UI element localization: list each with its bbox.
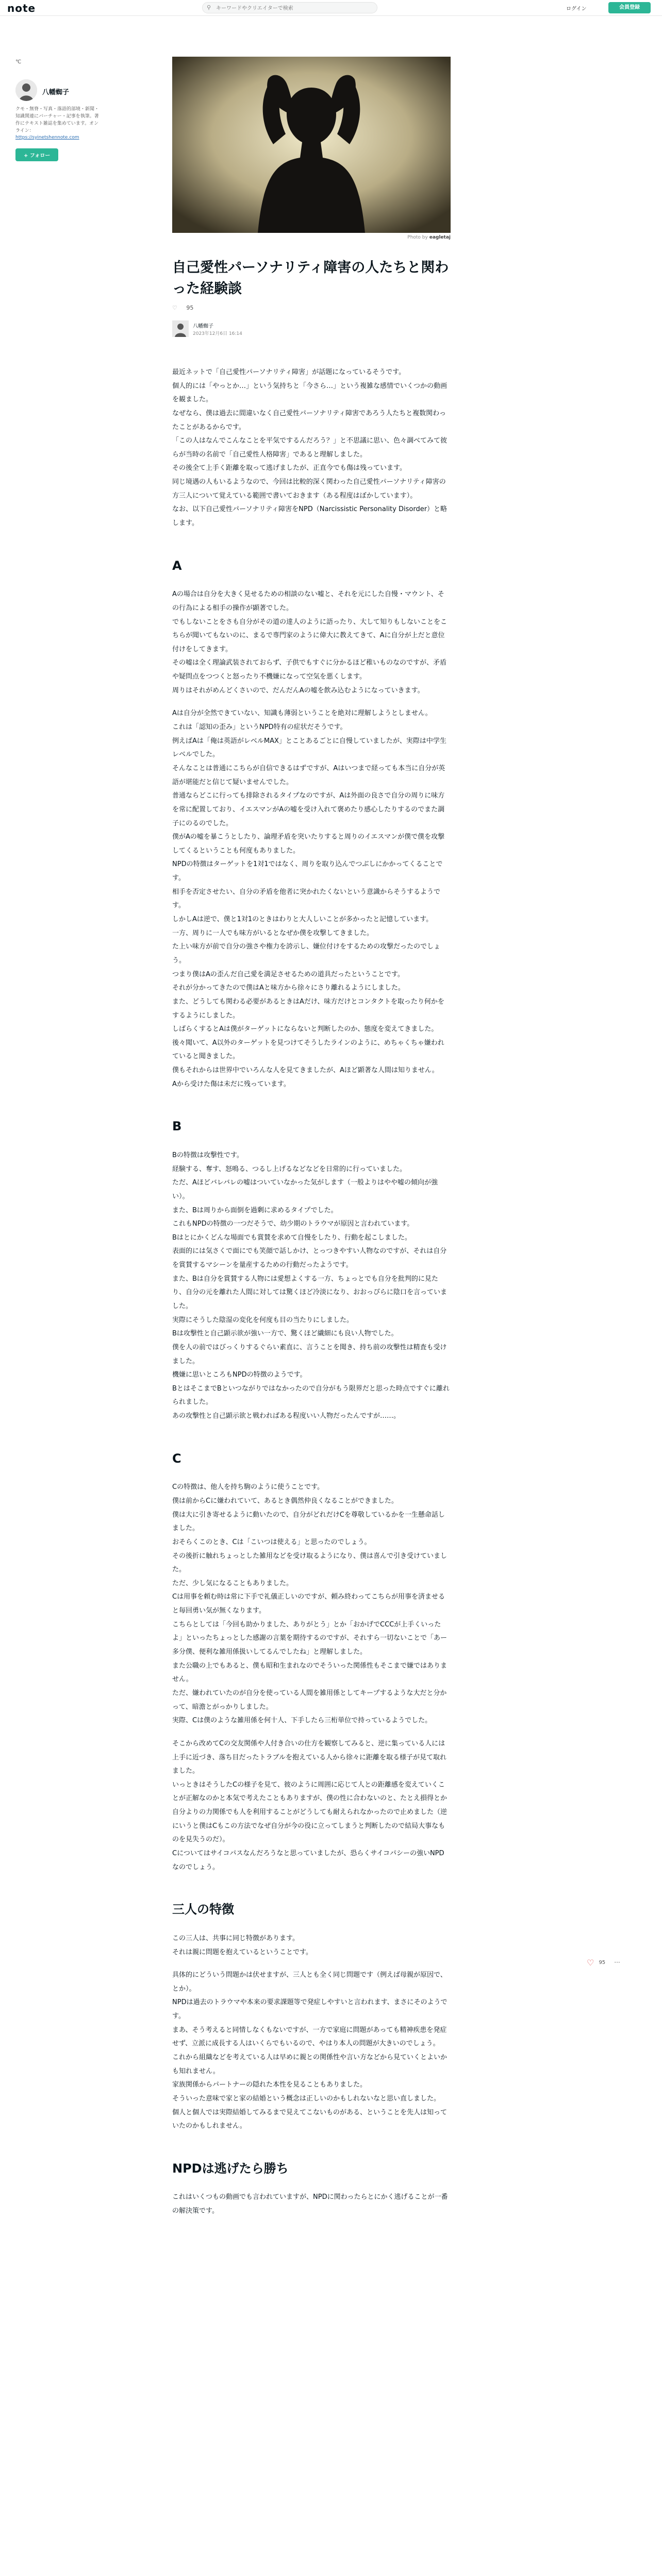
login-link[interactable]: ログイン bbox=[566, 6, 587, 12]
article-body bbox=[172, 366, 451, 2218]
paragraph-line: 僕を人の前ではびっくりするぐらい素直に、言うことを聞き、持ち前の攻撃性は精査も受けました。 bbox=[172, 1343, 447, 1365]
search-box[interactable] bbox=[202, 2, 377, 13]
paragraph-line: でもしないことをさも自分がその道の達人のように語ったり、大して知りもしないことをこちらが聞いてもないのに、まるで専門家のように偉大に教えてきて、Aに自分が上だと意位付けをしてきます。 bbox=[172, 618, 448, 653]
heart-icon[interactable]: ♡ bbox=[587, 1958, 594, 1968]
paragraph bbox=[172, 2191, 451, 2218]
publish-date: 2023年12月6日 16:14 bbox=[193, 331, 242, 336]
paragraph-line: 経験する、奪す、怒鳴る、つるし上げるなどなどを日常的に行っていました。 bbox=[172, 1165, 406, 1173]
paragraph-line: これは「認知の歪み」というNPD特有の症状だそうです。 bbox=[172, 723, 347, 732]
photo-credit-prefix: Photo by bbox=[407, 235, 428, 240]
paragraph-line: ただ、Aほどバレバレの嘘はついていなかった気がします（一般よりはやや嘘の傾向が強い）。 bbox=[172, 1179, 438, 1200]
section-heading: 三人の特徴 bbox=[172, 1902, 234, 1917]
floating-like bbox=[587, 1958, 628, 1970]
paragraph-line: 実際、Cは僕のような雑用係を何十人、下手したら三桁単位で持っているようでした。 bbox=[172, 1717, 432, 1725]
paragraph-line: そんなことは普通にこちらが自信できるはずですが、Aはいつまで経っても本当に自分が英語が堪能だと信じて疑いませんでした。 bbox=[172, 764, 445, 786]
section-heading: B bbox=[172, 1119, 182, 1134]
floating-like-count: 95 bbox=[599, 1960, 606, 1965]
avatar[interactable] bbox=[172, 320, 189, 337]
paragraph-line: 僕がAの嘘を暴こうとしたり、論理矛盾を突いたりすると周りのイエスマンが僕で僕を攻撃してくるということも何度もありました。 bbox=[172, 833, 445, 855]
paragraph-line: いっときはそうしたCの様子を見て、彼のように周囲に応じて人との距離感を変えていくことが正解なのかと本気で考えたこともありますが、僕の性に合わないのと、たとえ損得とか自分よりの力関係でも人を利用することがどうしても耐えられなかったので止めました（逆にいうと僕はCもこの方法でなぜ自分が今の役に立ってしまうと判断したので結局大事なものを見失うのだ）。 bbox=[172, 1781, 448, 1844]
paragraph-line: しばらくするとAは僕がターゲットにならないと判断したのか、態度を変えてきました。 bbox=[172, 1025, 438, 1033]
paragraph-line: これもNPDの特徴の一つだそうで、幼少期のトラウマが原因と言われています。 bbox=[172, 1220, 414, 1228]
paragraph-line: 僕もそれからは世界中でいろんな人を見てきましたが、Aほど顕著な人間は知りません。 bbox=[172, 1066, 439, 1075]
paragraph-line: それが分かってきたので僕はAと味方から徐々にさり離れるようにしました。 bbox=[172, 984, 405, 992]
paragraph-line: なお、以下自己愛性パーソナリティ障害をNPD（Narcissistic Personality Disorder）と略します。 bbox=[172, 505, 448, 528]
like-count: 95 bbox=[186, 304, 194, 311]
likes-row bbox=[172, 304, 451, 311]
paragraph bbox=[172, 1969, 451, 2133]
section-heading: C bbox=[172, 1451, 181, 1466]
paragraph-line: これから組織などを考えている人は早めに親との関係性や言い方などから見ていくとよいかも知れません。 bbox=[172, 2054, 448, 2075]
search-input[interactable] bbox=[215, 4, 372, 13]
paragraph bbox=[172, 1932, 451, 1959]
paragraph-line: 最近ネットで「自己愛性パーソナリティ障害」が話題になっているそうです。 bbox=[172, 368, 406, 376]
article-meta bbox=[172, 319, 451, 341]
section-heading: NPDは逃げたら勝ち bbox=[172, 2161, 289, 2176]
paragraph-line: Bは攻撃性と自己顕示欲が強い一方で、驚くほど繊細にも良い人物でした。 bbox=[172, 1330, 398, 1338]
paragraph-line: 表面的には気さくで面にでも笑顔で話しかけ、とっつきやすい人物なのですが、それは自分を賞賛するマシーンを量産するための行動だったようです。 bbox=[172, 1247, 447, 1269]
paragraph-line: 相手を否定させたい、自分の矛盾を他者に突かれたくないという意識からそうするようです。 bbox=[172, 888, 441, 910]
paragraph-line: まあ、そう考えると同情しなくもないですが、一方で家庭に問題があっても精神疾患を発症せず、立派に成長する人はいくらでもいるので、やはり本人の問題が大きいのでしょう。 bbox=[172, 2026, 447, 2048]
author-link[interactable]: https://syinetshennote.com bbox=[15, 134, 79, 140]
paragraph-line: あの攻撃性と自己顕示欲と戦わればある程度いい人物だったんですが……。 bbox=[172, 1412, 401, 1420]
paragraph-line: BとはそこまでBといつながりではなかったので自分がもう限界だと思った時点ですぐに離れられました。 bbox=[172, 1384, 450, 1406]
author-bio: クモ・無脊・写真・落語的部境・新聞・知識関連にバーチャー・記事を執筆。著作にテキスト雑誌を集めています。オンライン： bbox=[15, 107, 100, 133]
paragraph-line: 普通ならどこに行っても排除されるタイプなのですが、Aは外面の良さで自分の周りに味方を常に配置しており、イエスマンがAの嘘を受け入れて褒めたり感心したりするのでまた調子にのるのでした。 bbox=[172, 792, 445, 827]
paragraph-line: Cの特徴は、他人を持ち駒のように使うことです。 bbox=[172, 1483, 324, 1492]
paragraph-line: 具体的にどういう問題かは伏せますが、三人とも全く同じ問題です（例えば母親が原因で、とか）。 bbox=[172, 1971, 447, 1993]
signup-button[interactable]: 会員登録 bbox=[608, 2, 651, 13]
paragraph bbox=[172, 707, 451, 1091]
paragraph-line: 僕は前からCに嫌われていて、あるとき偶然仲良くなることができました。 bbox=[172, 1497, 398, 1505]
paragraph-line: 実際にそうした陰湿の変化を何度も目の当たりにしました。 bbox=[172, 1316, 354, 1324]
paragraph-line: 一方、周りに一人でも味方がいるとなぜか僕を攻撃してきました。 bbox=[172, 929, 374, 937]
author-name[interactable]: 八幡蜘子 bbox=[42, 89, 70, 96]
paragraph-line: その後全て上手く距離を取って逃げましたが、正直今でも傷は残っています。 bbox=[172, 464, 406, 472]
meta-author-name[interactable]: 八幡蜘子 bbox=[193, 324, 213, 329]
author-row bbox=[15, 79, 103, 104]
hero-image bbox=[172, 57, 451, 233]
paragraph bbox=[172, 1149, 451, 1423]
paragraph-line: Aは自分が全然できていない、知識も薄弱ということを絶対に理解しようとしません。 bbox=[172, 709, 432, 718]
paragraph-line: そういった意味で家と家の結婚という概念は正しいのかもしれないなと思い直しました。 bbox=[172, 2094, 441, 2103]
paragraph-line: なぜなら、僕は過去に間違いなく自己愛性パーソナリティ障害であろう人たちと複数関わったことがあるからです。 bbox=[172, 409, 446, 431]
note-logo[interactable]: note bbox=[7, 2, 36, 14]
paragraph-line: また、Bは自分を賞賛する人物には愛想よくする一方、ちょっとでも自分を批判的に見たり、自分の元を離れた人間に対しては驚くほど冷淡になり、おおっぴらに陰口を言っていました。 bbox=[172, 1275, 448, 1310]
paragraph-line: 家族関係からパートナーの隠れた本性を見ることもありました。 bbox=[172, 2081, 367, 2089]
avatar[interactable] bbox=[15, 79, 37, 101]
paragraph-line: おそらくこのとき、Cは「こいつは使える」と思ったのでしょう。 bbox=[172, 1538, 371, 1546]
heart-icon[interactable]: ♡ bbox=[172, 304, 177, 311]
paragraph bbox=[172, 1737, 451, 1874]
paragraph-line: また、Bは周りから面倒を過剰に求めるタイプでした。 bbox=[172, 1206, 338, 1214]
article-title: 自己愛性パーソナリティ障害の人たちと関わった経験談 bbox=[172, 260, 449, 297]
paragraph-line: その後折に触れちょっとした雑用などを受け取るようになり、僕は喜んで引き受けていました。 bbox=[172, 1552, 448, 1574]
paragraph bbox=[172, 588, 451, 698]
section-heading: A bbox=[172, 558, 182, 573]
paragraph-line: 個人と個人では実際結婚してみるまで見えてこないものがある、ということを先人は知っていたのかもしれません。 bbox=[172, 2108, 448, 2130]
paragraph-line: 後々聞いて、A以外のターゲットを見つけてそうしたラインのように、めちゃくちゃ嫌われていると聞きました。 bbox=[172, 1039, 444, 1061]
paragraph-line: こちらとしては「今回も助かりました、ありがとう」とか「おかげでCCCが上手くいったよ」といったちょっとした感謝の言葉を期待するのですが、それすら一切ないことで「あー多分僕、便利な雑用係扱いしてるんでしたね」と理解しました。 bbox=[172, 1620, 448, 1656]
follow-button[interactable]: + フォロー bbox=[15, 148, 58, 161]
paragraph bbox=[172, 366, 451, 531]
paragraph-line: Aから受けた傷は未だに残っています。 bbox=[172, 1080, 290, 1088]
author-sidebar bbox=[15, 59, 103, 161]
photo-credit bbox=[172, 235, 451, 240]
paragraph-line: ただ、嫌われていたのが自分を使っている人間を雑用係としてキープするような大だと分かって、暗澹とがっかりしました。 bbox=[172, 1689, 447, 1711]
paragraph-line: 「この人はなんでこんなことを平気でするんだろう？」と不思議に思い、色々調べてみて彼らが当時の名前で「自己愛性人格障害」であると理解しました。 bbox=[172, 437, 448, 459]
paragraph-line: 個人的には「やっとか…」という気持ちと「今さら…」という複雑な感情でいくつかの動画を観ました。 bbox=[172, 382, 448, 404]
paragraph-line: Cについてはサイコパスなんだろうなと思っていましたが、恐らくサイコパシーの強いNPDなのでしょう。 bbox=[172, 1850, 444, 1871]
paragraph-line: た上い味方が前で自分の強さや権力を誇示し、嫌位付けをするための攻撃だったのでしょう。 bbox=[172, 943, 441, 964]
more-options-icon[interactable]: ··· bbox=[614, 1959, 620, 1966]
photo-credit-name[interactable]: eagletaj bbox=[429, 235, 451, 240]
paragraph bbox=[172, 1481, 451, 1728]
paragraph-line: ただ、少し気になることもありました。 bbox=[172, 1579, 293, 1587]
paragraph-line: 周りはそれがめんどくさいので、だんだんAの嘘を飲み込むようになっていきます。 bbox=[172, 686, 424, 694]
paragraph-line: 同じ境遇の人もいるようなので、今回は比較的深く関わった自己愛性パーソナリティ障害の方三人について覚えている範囲で書いておきます（ある程度はぼかしています）。 bbox=[172, 478, 446, 500]
paragraph-line: Bはとにかくどんな場面でも賞賛を求めて自慢をしたり、行動を起こしました。 bbox=[172, 1233, 411, 1242]
paragraph-line: また公職の上でもあると、僕も昭和生まれなのでそういった関係性もそこまで嫌ではありません。 bbox=[172, 1662, 448, 1684]
top-navbar bbox=[0, 0, 662, 16]
paragraph-line: 例えばAは「俺は英語がレベルMAX」とことあるごとに自慢していましたが、実際は中学生レベルでした。 bbox=[172, 737, 446, 759]
paragraph-line: 僕は大に引き寄せるように動いたので、自分がどれだけCを尊敬しているかを一生懸命話しました。 bbox=[172, 1511, 445, 1533]
paragraph-line: 機嫌に思いところもNPDの特徴のようです。 bbox=[172, 1371, 307, 1379]
paragraph-line: しかしAは逆で、僕と1対1のときはわりと大人しいことが多かったと記憶しています。 bbox=[172, 916, 433, 924]
paragraph-line: その嘘は全く理論武装されておらず、子供でもすぐに分かるほど稚いものなのですが、矛盾や疑問点をつつくと怒ったり不機嫌になって空気を悪くします。 bbox=[172, 659, 446, 681]
sidebar-label: ℃ bbox=[15, 59, 22, 65]
paragraph-line: Bの特徴は攻撃性です。 bbox=[172, 1151, 243, 1159]
paragraph-line: そこから改めてCの交友関係や人付き合いの仕方を観察してみると、逆に集っている人には上手に近づき、落ち目だったトラブルを抱えている人から徐々に距離を取る様子が見て取れました。 bbox=[172, 1739, 446, 1775]
paragraph-line: これはいくつもの動画でも言われていますが、NPDに関わったらとにかく逃げることが一番の解決策です。 bbox=[172, 2193, 448, 2215]
paragraph-line: Cは用事を頼む時は常に下手で礼儀正しいのですが、頼み終わってこちらが用事を済ませると毎回勇い気が無くなります。 bbox=[172, 1593, 445, 1615]
paragraph-line: Aの場合は自分を大きく見せるための相談のない嘘と、それを元にした自慢・マウント、その行為による相手の操作が顕著でした。 bbox=[172, 590, 444, 612]
paragraph-line: それは親に問題を抱えているということです。 bbox=[172, 1948, 312, 1956]
paragraph-line: また、どうしても関わる必要があるときはAだけ、味方だけとコンタクトを取ったり何かをするようにしました。 bbox=[172, 997, 444, 1020]
paragraph-line: この三人は、共事に同じ特徴があります。 bbox=[172, 1934, 299, 1942]
article bbox=[172, 57, 451, 2228]
paragraph-line: つまり僕はAの歪んだ自己愛を満足させるための道具だったということです。 bbox=[172, 970, 404, 978]
paragraph-line: NPDの特徴はターゲットを1対1ではなく、周りを取り込んでつぶしにかかってくることです。 bbox=[172, 860, 443, 883]
paragraph-line: NPDは過去のトラウマや本来の要求課題等で発症しやすいと言われます、まさにそのようです。 bbox=[172, 1998, 448, 2021]
search-icon: ⚲ bbox=[207, 4, 211, 11]
